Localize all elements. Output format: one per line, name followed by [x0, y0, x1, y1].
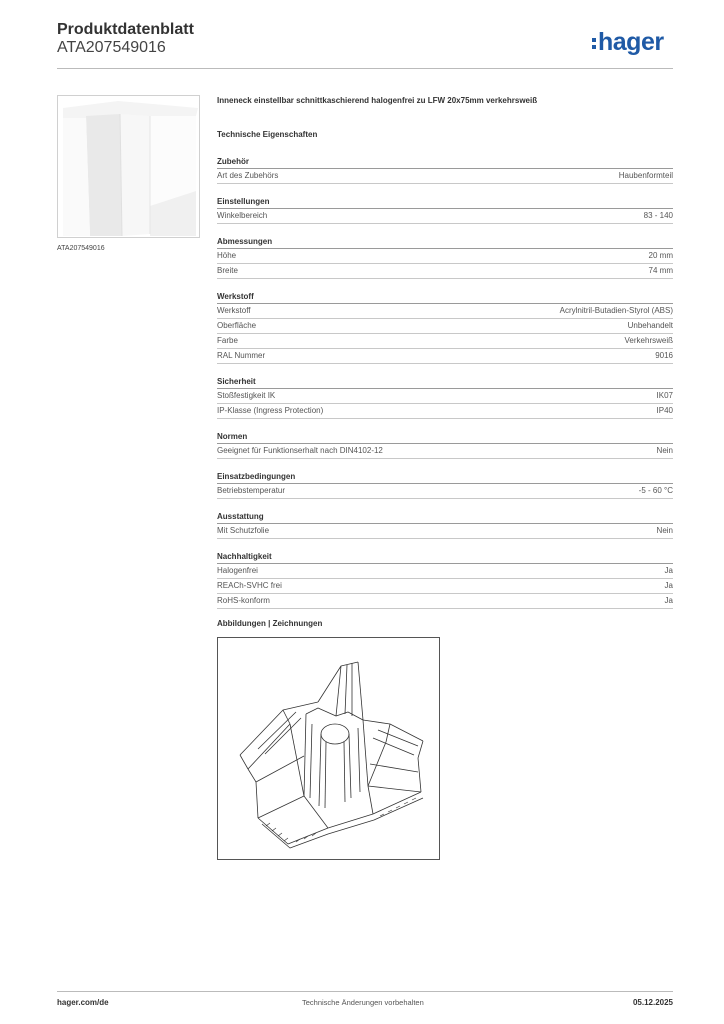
spec-label: RoHS-konform — [217, 596, 270, 605]
spec-row — [217, 209, 673, 224]
spec-value: 83 - 140 — [643, 211, 673, 220]
spec-row — [217, 444, 673, 459]
section-heading: Abmessungen — [217, 236, 673, 249]
spec-row — [217, 524, 673, 539]
spec-row — [217, 334, 673, 349]
section-heading: Zubehör — [217, 156, 673, 169]
spec-row — [217, 349, 673, 364]
section-heading: Sicherheit — [217, 376, 673, 389]
section-heading: Nachhaltigkeit — [217, 551, 673, 564]
spec-row — [217, 579, 673, 594]
spec-label: Mit Schutzfolie — [217, 526, 270, 535]
spec-row — [217, 249, 673, 264]
figures-heading: Abbildungen | Zeichnungen — [217, 619, 323, 628]
header-divider — [57, 68, 673, 69]
spec-value: IK07 — [656, 391, 673, 400]
spec-value: Nein — [656, 446, 673, 455]
section-heading: Ausstattung — [217, 511, 673, 524]
spec-value: Ja — [664, 566, 673, 575]
spec-row — [217, 304, 673, 319]
spec-row — [217, 594, 673, 609]
spec-value: 20 mm — [648, 251, 673, 260]
technical-drawing — [217, 637, 440, 860]
section-heading: Normen — [217, 431, 673, 444]
spec-value: Ja — [664, 581, 673, 590]
spec-label: Farbe — [217, 336, 238, 345]
logo-text: hager — [598, 27, 664, 56]
spec-row — [217, 389, 673, 404]
footer-website-link[interactable]: hager.com/de — [57, 998, 109, 1007]
footer-date: 05.12.2025 — [632, 998, 673, 1007]
page-title: Produktdatenblatt — [57, 21, 194, 38]
section-heading: Einsatzbedingungen — [217, 471, 673, 484]
spec-label: REACh-SVHC frei — [217, 581, 282, 590]
spec-label: Stoßfestigkeit IK — [217, 391, 276, 400]
spec-row — [217, 564, 673, 579]
product-description: Inneneck einstellbar schnittkaschierend halogenfrei zu LFW 20x75mm verkehrsweiß — [217, 96, 538, 105]
spec-label: Höhe — [217, 251, 237, 260]
spec-value: -5 - 60 °C — [638, 486, 673, 495]
spec-value: 74 mm — [648, 266, 673, 275]
spec-value: IP40 — [656, 406, 673, 415]
spec-row — [217, 264, 673, 279]
spec-label: Breite — [217, 266, 238, 275]
spec-value: Verkehrsweiß — [624, 336, 673, 345]
spec-label: IP-Klasse (Ingress Protection) — [217, 406, 324, 415]
spec-value: Unbehandelt — [627, 321, 673, 330]
spec-label: Geeignet für Funktionserhalt nach DIN4102-12 — [217, 446, 383, 455]
spec-value: 9016 — [655, 351, 673, 360]
product-code: ATA207549016 — [57, 39, 166, 56]
spec-value: Nein — [656, 526, 673, 535]
footer-divider — [57, 991, 673, 992]
thumbnail-caption: ATA207549016 — [57, 245, 105, 252]
technical-properties-heading: Technische Eigenschaften — [217, 130, 318, 139]
inner-corner-drawing — [218, 638, 439, 859]
spec-row — [217, 484, 673, 499]
product-thumbnail — [57, 95, 200, 238]
spec-label: Winkelbereich — [217, 211, 268, 220]
spec-value: Acrylnitril-Butadien-Styrol (ABS) — [559, 306, 673, 315]
spec-label: RAL Nummer — [217, 351, 266, 360]
spec-row — [217, 169, 673, 184]
spec-label: Oberfläche — [217, 321, 257, 330]
section-heading: Werkstoff — [217, 291, 673, 304]
spec-label: Betriebstemperatur — [217, 486, 286, 495]
spec-value: Haubenformteil — [618, 171, 673, 180]
spec-label: Art des Zubehörs — [217, 171, 279, 180]
spec-row — [217, 319, 673, 334]
specification-table — [217, 156, 673, 609]
footer-notice: Technische Änderungen vorbehalten — [302, 998, 424, 1007]
spec-row — [217, 404, 673, 419]
spec-value: Ja — [664, 596, 673, 605]
logo-colon-icon — [592, 38, 596, 49]
section-heading: Einstellungen — [217, 196, 673, 209]
hager-logo — [592, 28, 664, 56]
spec-label: Halogenfrei — [217, 566, 258, 575]
spec-label: Werkstoff — [217, 306, 251, 315]
